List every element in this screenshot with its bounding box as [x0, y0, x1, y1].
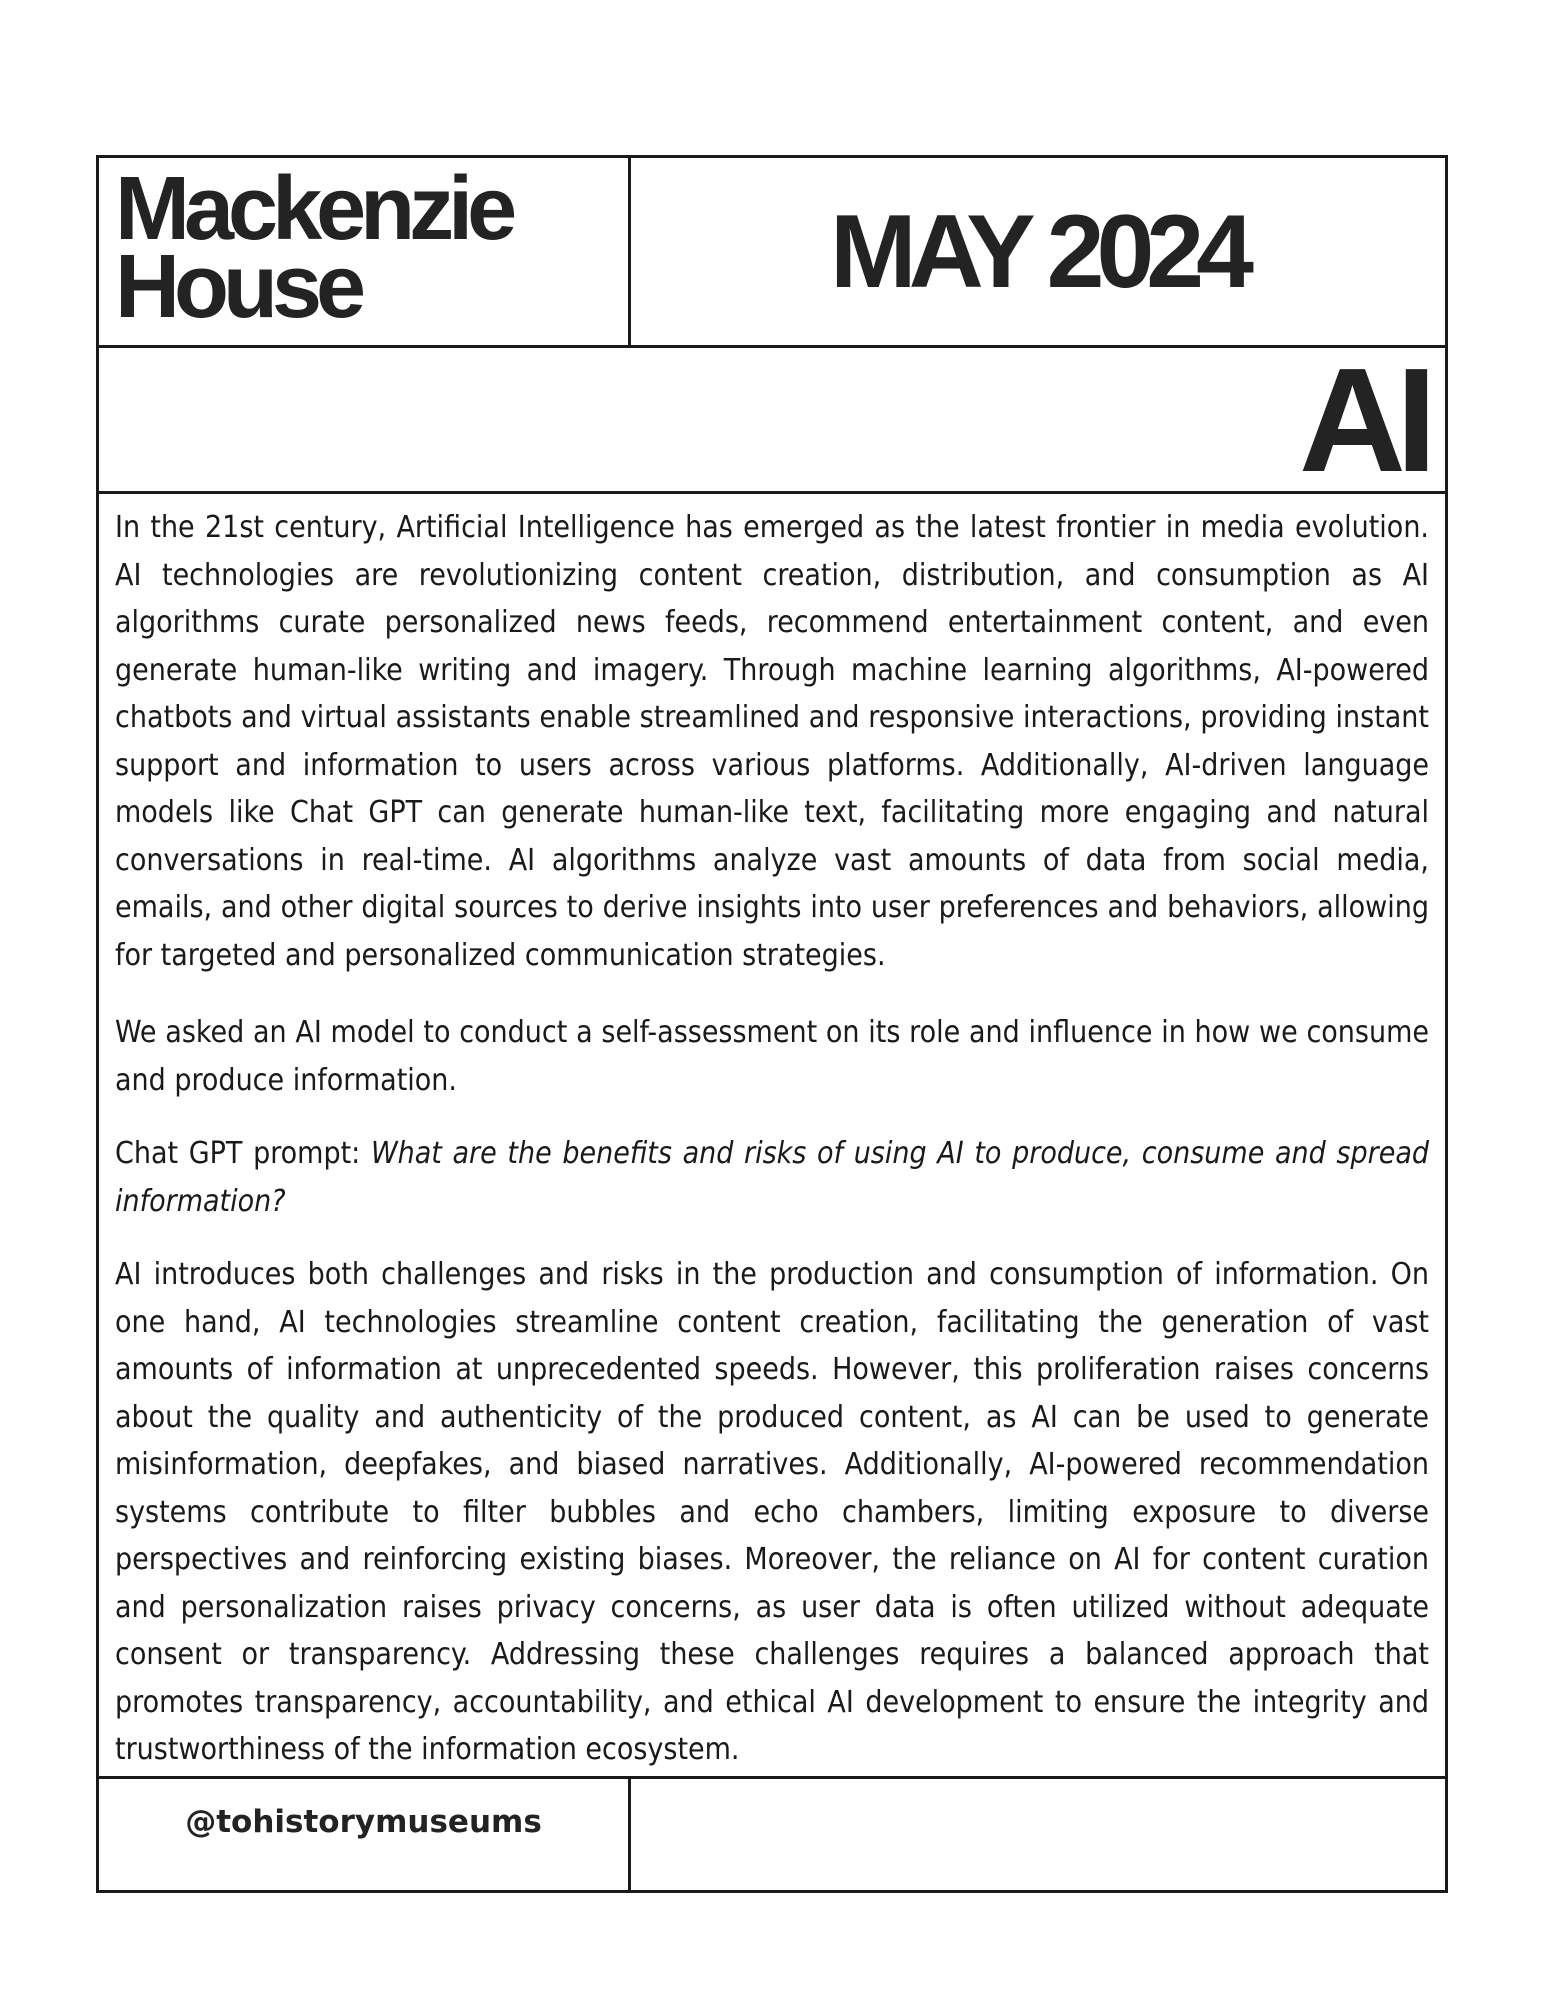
- issue-date: MAY 2024: [830, 194, 1246, 310]
- social-handle: @tohistorymuseums: [185, 1804, 542, 1840]
- article-paragraph-2: We asked an AI model to conduct a self-assessment on its role and influence in how we consume and produce information.: [115, 1015, 1429, 1098]
- footer-handle-cell: [99, 1779, 631, 1890]
- prompt-text: What are the benefits and risks of using AI to produce, consume and spread information?: [115, 1136, 1429, 1219]
- topic-title: AI: [1299, 338, 1427, 503]
- topic-row: [99, 338, 1445, 503]
- brand-cell: [99, 158, 631, 345]
- brand-line-2: House: [115, 237, 361, 337]
- article-body: [99, 494, 1445, 1770]
- date-cell: [631, 158, 1445, 345]
- prompt-label: Chat GPT prompt:: [115, 1136, 361, 1171]
- prompt-paragraph: [115, 1130, 1429, 1225]
- brand-title: [115, 159, 512, 337]
- footer-empty-cell: [631, 1779, 1445, 1890]
- brand-line-1: Mackenzie: [115, 159, 512, 259]
- footer-row: [99, 1776, 1445, 1890]
- header-row: [99, 158, 1445, 348]
- page-frame: [96, 155, 1448, 1893]
- article-paragraph-1: In the 21st century, Artificial Intelligence has emerged as the latest frontier in media evolution. AI technologies are revolutionizing content creation, distribution, and consumption as AI algorithms curate personalized news feeds, recommend entertainment content, and even generate human-like writing and imagery. Through machine learning algorithms, AI-powered chatbots and virtual assistants enable streamlined and responsive interactions, providing instant support and information to users across various platforms. Additionally, AI-driven language models like Chat GPT can generate human-like text, facilitating more engaging and natural conversations in real-time. AI algorithms analyze vast amounts of data from social media, emails, and other digital sources to derive insights into user preferences and behaviors, allowing for targeted and personalized communication strategies.: [115, 510, 1429, 973]
- article-paragraph-3: AI introduces both challenges and risks in the production and consumption of information. On one hand, AI technologies streamline content creation, facilitating the generation of vast amounts of information at unprecedented speeds. However, this proliferation raises concerns about the quality and authenticity of the produced content, as AI can be used to generate misinformation, deepfakes, and biased narratives. Additionally, AI-powered recommendation systems contribute to filter bubbles and echo chambers, limiting exposure to diverse perspectives and reinforcing existing biases. Moreover, the reliance on AI for content curation and personalization raises privacy concerns, as user data is often utilized without adequate consent or transparency. Addressing these challenges requires a balanced approach that promotes transparency, accountability, and ethical AI development to ensure the integrity and trustworthiness of the information ecosystem.: [115, 1257, 1429, 1767]
